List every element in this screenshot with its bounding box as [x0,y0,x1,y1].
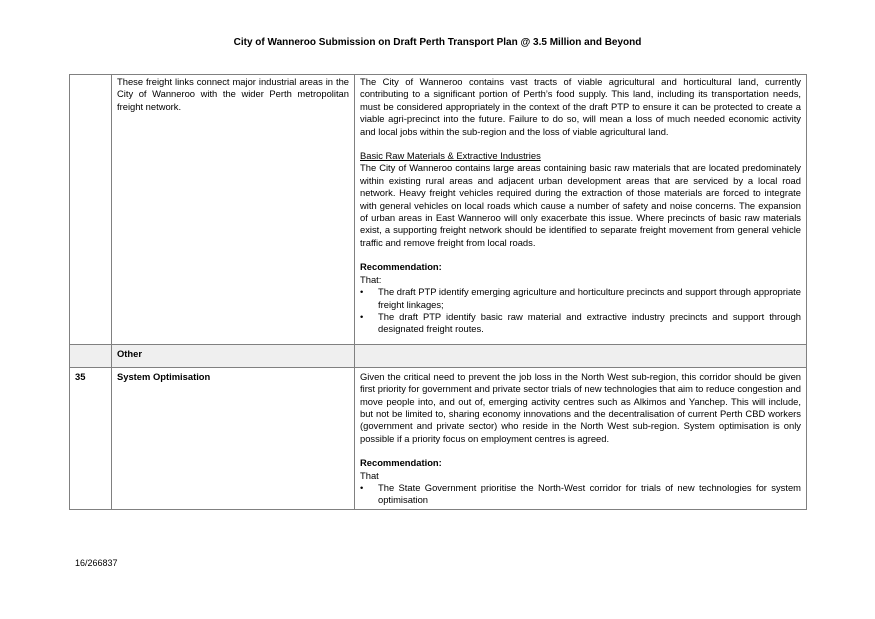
row-number-cell [70,75,112,345]
recommendation-intro: That [360,469,379,481]
comment-paragraph: Given the critical need to prevent the job loss in the North West sub-region, this corridor should be given first priority for government and private sector trials of new technologies that aim to reduce congestion and move people into, and out of, emerging activity centres such as Alkimos and Yanchep. This will include, but not be limited to, sharing economy innovations and the decentralisation of current Perth CBD workers (government and private sector) who reside in the North West sub-region. System optimisation is only possible if a priority focus on employment centres is agreed. [360,370,801,444]
comment-cell [355,367,807,509]
page-title: City of Wanneroo Submission on Draft Perth Transport Plan @ 3.5 Million and Beyond [233,37,642,48]
table-row [70,344,807,367]
row-number-cell: 35 [70,367,112,509]
document-reference: 16/266837 [75,558,118,568]
recommendation-list [360,286,801,336]
topic-cell: These freight links connect major industrial areas in the City of Wanneroo with the wider Perth metropolitan freight network. [112,75,355,345]
comment-cell [355,75,807,345]
comment-subheading: Basic Raw Materials & Extractive Industries [360,150,541,162]
table-row [70,367,807,509]
list-item: • The State Government prioritise the North-West corridor for trials of new technologies for system optimisation [378,482,801,507]
list-item: • The draft PTP identify basic raw material and extractive industry precincts and support through designated freight routes. [378,311,801,336]
recommendation-intro: That: [360,273,382,285]
comment-cell [355,344,807,367]
list-item: • The draft PTP identify emerging agriculture and horticulture precincts and support through appropriate freight linkages; [378,286,801,311]
table-row [70,75,807,345]
recommendation-heading: Recommendation: [360,457,442,469]
recommendation-list [360,482,801,507]
topic-cell: System Optimisation [112,367,355,509]
submission-table [69,74,807,510]
section-heading: Other [112,344,355,367]
comment-paragraph: The City of Wanneroo contains vast tracts of viable agricultural and horticultural land, currently contributing to a significant portion of Perth’s food supply. This land, including its transportation needs, must be considered appropriately in the context of the draft PTP to ensure it can be protected to create a viable agri-precinct into the future. Failure to do so, will mean a loss of much needed economic activity and local jobs within the sub-region and the loss of viable agricultural land. [360,76,801,137]
row-number-cell [70,344,112,367]
recommendation-heading: Recommendation: [360,261,442,273]
comment-paragraph: The City of Wanneroo contains large areas containing basic raw materials that are located predominately within existing rural areas and adjacent urban development areas that are serviced by a local road network. Heavy freight vehicles required during the extraction of those materials are forced to integrate with general vehicles on local roads which cause a number of safety and noise concerns. The expansion of urban areas in East Wanneroo will only exacerbate this issue. Where precincts of basic raw materials exist, a supporting freight network should be identified to separate freight movement from general vehicle traffic and remove freight from local roads. [360,162,801,248]
